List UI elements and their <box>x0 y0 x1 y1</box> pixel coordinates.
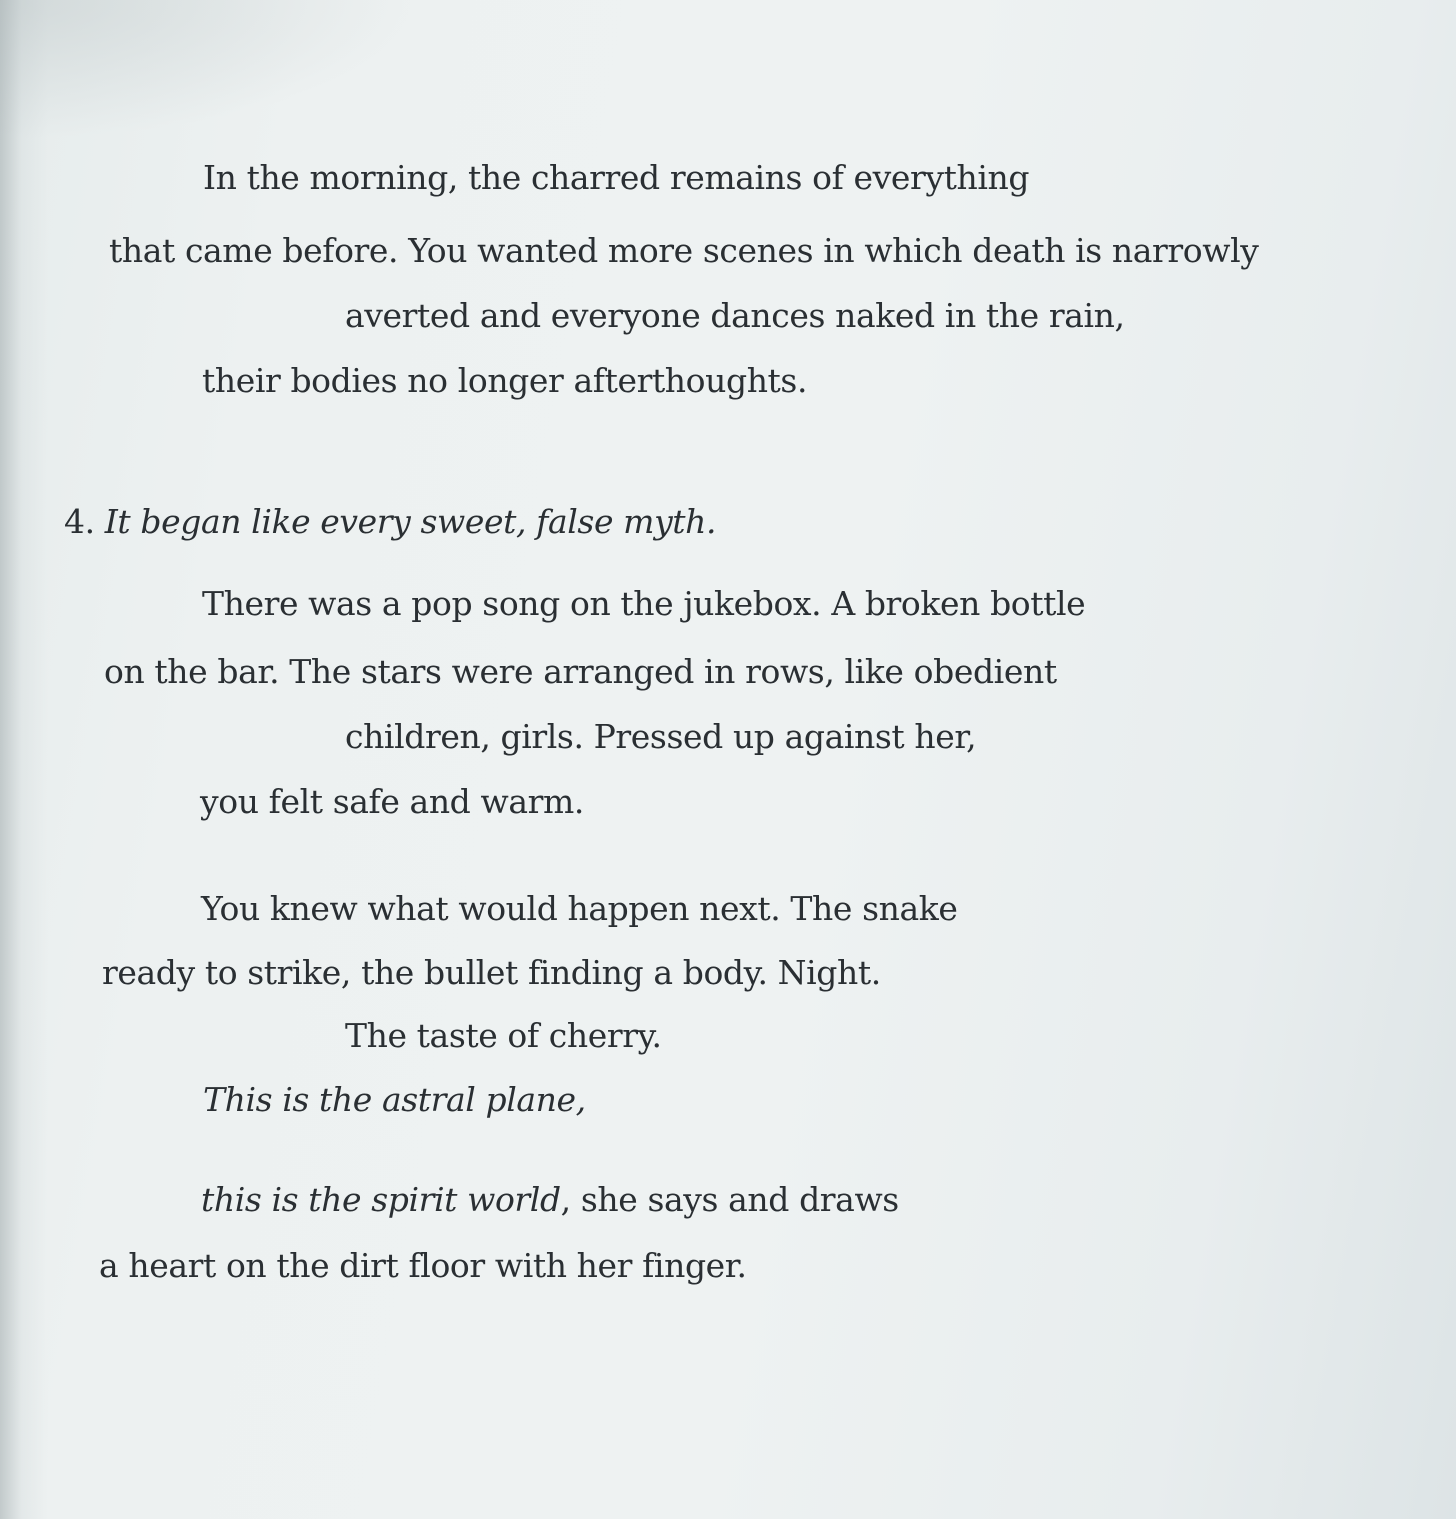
poem-line: their bodies no longer afterthoughts. <box>202 361 808 400</box>
poem-line: that came before. You wanted more scenes in which death is narrowly <box>109 231 1259 270</box>
poem-line <box>201 1180 899 1220</box>
poem-line-italic: This is the astral plane, <box>203 1080 586 1119</box>
section-number: 4. <box>64 502 95 541</box>
poem-line: The taste of cherry. <box>345 1016 662 1055</box>
poem-line: You knew what would happen next. The snake <box>201 889 958 928</box>
poem-line: There was a pop song on the jukebox. A broken bottle <box>202 584 1086 623</box>
line-continuation: , she says and draws <box>560 1180 899 1219</box>
page-gutter-shadow <box>0 0 48 1519</box>
page-corner-shadow <box>0 0 420 140</box>
poem-line: In the morning, the charred remains of everything <box>203 158 1030 197</box>
poem-line: averted and everyone dances naked in the rain, <box>345 296 1125 335</box>
poem-line: on the bar. The stars were arranged in rows, like obedient <box>104 652 1057 691</box>
poem-line: ready to strike, the bullet finding a body. Night. <box>102 953 881 992</box>
poem-line: you felt safe and warm. <box>200 782 584 821</box>
italic-phrase: this is the spirit world <box>201 1180 561 1219</box>
poem-line: children, girls. Pressed up against her, <box>345 717 977 756</box>
section-title: It began like every sweet, false myth. <box>104 502 717 541</box>
poem-line: a heart on the dirt floor with her finger. <box>99 1246 747 1285</box>
section-heading <box>64 502 716 542</box>
